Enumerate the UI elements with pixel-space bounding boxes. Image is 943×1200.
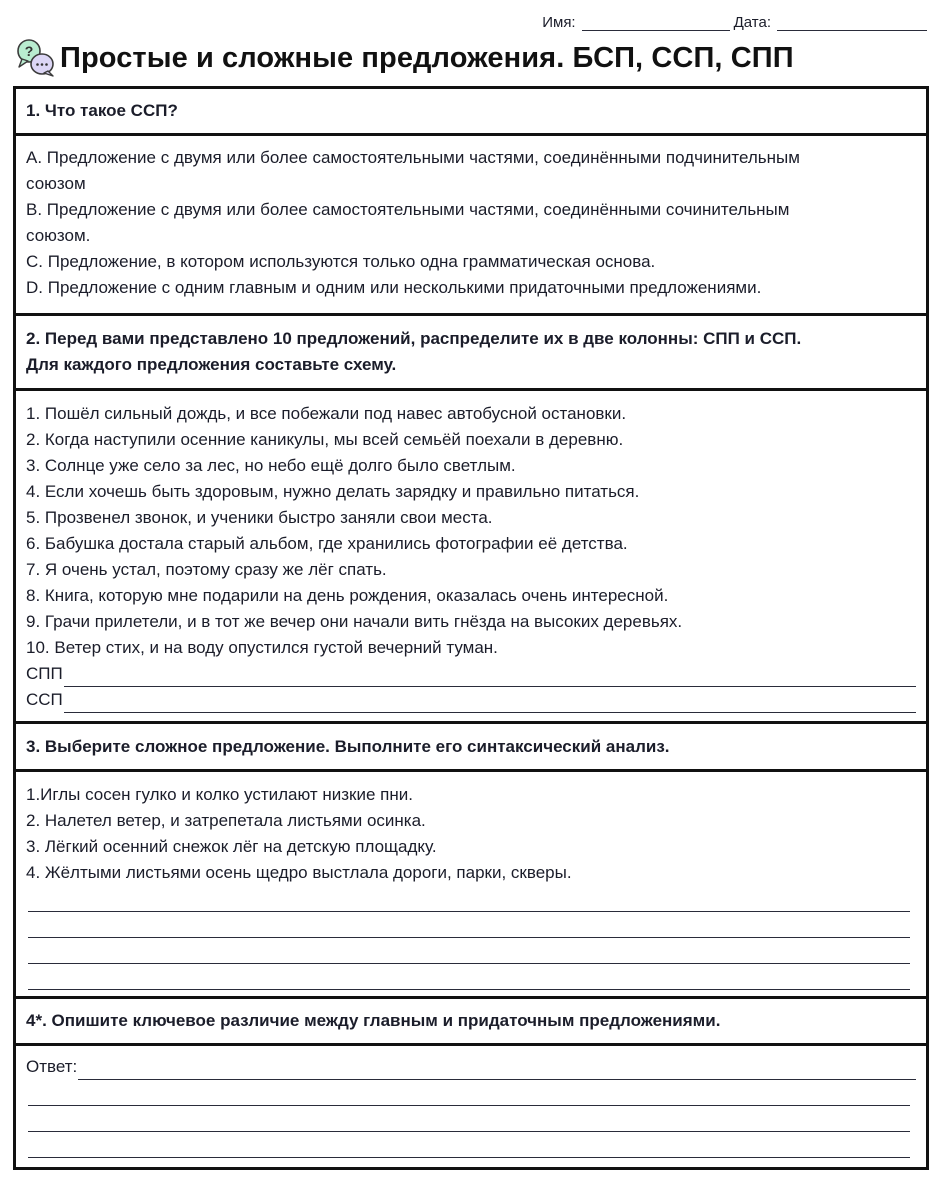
spp-answer-field[interactable] <box>64 669 916 687</box>
question-3-heading <box>16 724 926 772</box>
answer-line[interactable] <box>28 1132 910 1158</box>
question-2-heading <box>16 316 926 391</box>
question-4-heading <box>16 999 926 1046</box>
sentence-item: 6. Бабушка достала старый альбом, где хранились фотографии её детства. <box>26 534 628 553</box>
date-label: Дата: <box>733 14 771 31</box>
option-d[interactable]: D. Предложение с одним главным и одним или несколькими придаточными предложениями. <box>26 278 762 297</box>
analysis-answer-line[interactable] <box>28 938 910 964</box>
ssp-label: ССП <box>26 690 63 709</box>
svg-text:?: ? <box>24 43 34 59</box>
option-b-line-2[interactable]: союзом. <box>26 226 91 245</box>
option-a-line-1[interactable]: A. Предложение с двумя или более самостоятельными частями, соединёнными подчинительным <box>26 148 800 167</box>
ssp-answer-row <box>26 687 916 713</box>
question-2-body <box>16 391 926 724</box>
answer-line[interactable] <box>28 1106 910 1132</box>
option-b-line-1[interactable]: B. Предложение с двумя или более самостоятельными частями, соединёнными сочинительным <box>26 200 790 219</box>
answer-field[interactable] <box>78 1062 916 1080</box>
question-3-text: 3. Выберите сложное предложение. Выполните его синтаксический анализ. <box>26 736 670 756</box>
sentence-option: 3. Лёгкий осенний снежок лёг на детскую площадку. <box>26 837 437 856</box>
name-label: Имя: <box>542 14 576 31</box>
analysis-answer-line[interactable] <box>28 886 910 912</box>
sentence-item: 1. Пошёл сильный дождь, и все побежали под навес автобусной остановки. <box>26 404 627 423</box>
name-date-line <box>542 14 927 31</box>
sentence-item: 8. Книга, которую мне подарили на день рождения, оказалась очень интересной. <box>26 586 669 605</box>
sentence-option: 2. Налетел ветер, и затрепетала листьями осинка. <box>26 811 426 830</box>
question-4-body <box>16 1046 926 1167</box>
sentence-item: 2. Когда наступили осенние каникулы, мы всей семьёй поехали в деревню. <box>26 430 624 449</box>
date-field[interactable] <box>777 17 927 31</box>
option-a-line-2[interactable]: союзом <box>26 174 86 193</box>
question-3-body <box>16 772 926 999</box>
ssp-answer-field[interactable] <box>64 695 916 713</box>
question-1-options <box>16 136 926 316</box>
sentence-option: 1.Иглы сосен гулко и колко устилают низкие пни. <box>26 785 413 804</box>
question-1-text: 1. Что такое ССП? <box>26 101 178 120</box>
question-4-text: 4*. Опишите ключевое различие между главным и придаточным предложениями. <box>26 1011 721 1030</box>
spp-answer-row <box>26 661 916 687</box>
title-row <box>14 38 794 78</box>
analysis-answer-line[interactable] <box>28 964 910 990</box>
question-2-text-line-1: 2. Перед вами представлено 10 предложений, распределите их в две колонны: СПП и ССП. <box>26 329 802 348</box>
name-field[interactable] <box>582 17 730 31</box>
sentence-item: 3. Солнце уже село за лес, но небо ещё долго было светлым. <box>26 456 516 475</box>
answer-row <box>26 1054 916 1080</box>
option-c[interactable]: C. Предложение, в котором используются только одна грамматическая основа. <box>26 252 656 271</box>
sentence-item: 10. Ветер стих, и на воду опустился густой вечерний туман. <box>26 638 498 657</box>
analysis-answer-line[interactable] <box>28 912 910 938</box>
page-title: Простые и сложные предложения. БСП, ССП, СПП <box>60 41 794 74</box>
question-chat-bubbles-icon <box>14 38 58 78</box>
sentence-item: 5. Прозвенел звонок, и ученики быстро заняли свои места. <box>26 508 493 527</box>
spp-label: СПП <box>26 664 63 683</box>
question-2-text-line-2: Для каждого предложения составьте схему. <box>26 355 397 374</box>
answer-line[interactable] <box>28 1080 910 1106</box>
sentence-item: 4. Если хочешь быть здоровым, нужно делать зарядку и правильно питаться. <box>26 482 640 501</box>
question-1-heading <box>16 89 926 136</box>
sentence-item: 9. Грачи прилетели, и в тот же вечер они начали вить гнёзда на высоких деревьях. <box>26 612 683 631</box>
answer-label: Ответ: <box>26 1057 78 1076</box>
sentence-item: 7. Я очень устал, поэтому сразу же лёг спать. <box>26 560 387 579</box>
worksheet <box>13 86 929 1170</box>
sentence-option: 4. Жёлтыми листьями осень щедро выстлала дороги, парки, скверы. <box>26 863 572 882</box>
